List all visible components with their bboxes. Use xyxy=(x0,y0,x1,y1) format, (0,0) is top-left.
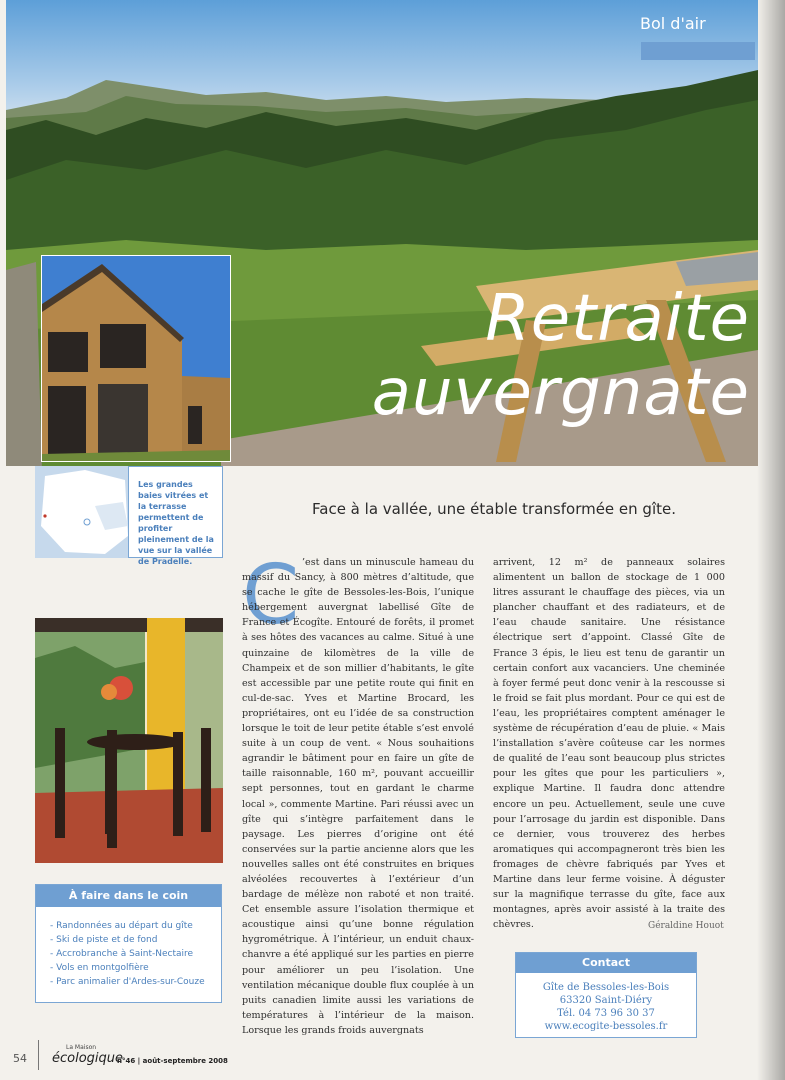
list-item: - Parc animalier d'Ardes-sur-Couze xyxy=(50,977,205,987)
section-bar xyxy=(641,42,755,60)
contact-line: Tél. 04 73 96 30 37 xyxy=(557,1008,655,1019)
contact-heading: Contact xyxy=(516,953,696,973)
article-title xyxy=(330,282,750,430)
page-number: 54 xyxy=(13,1052,27,1065)
magazine-brand: écologique xyxy=(52,1051,124,1066)
section-label: Bol d'air xyxy=(640,14,706,33)
list-item: - Ski de piste et de fond xyxy=(50,935,158,945)
contact-line: Gîte de Bessoles-les-Bois xyxy=(542,982,670,993)
article-subtitle: Face à la vallée, une étable transformée en gîte. xyxy=(312,500,676,518)
things-to-do-heading: À faire dans le coin xyxy=(36,885,221,907)
author-name: Géraldine Houot xyxy=(648,921,724,931)
photo-caption xyxy=(128,466,223,566)
article-text-1: ’est dans un minuscule hameau du massif du Sancy, à 800 mètres d’altitude, que se cache le gîte de Bessoles-les-Bois, l’unique hébergement auvergnat labellisé Gîte de France et Écogîte. Entouré de forêts, il promet à ses hôtes des vacances au calme. Situé à une quinzaine de kilomètres de la ville de Champeix et de son millier d’habitants, le gîte est accessible par une petite route qui finit en cul-de-sac. Yves et Martine Brocard, les propriétaires, ont eu l’idée de sa construction lorsque le toit de leur petite étable s’est envolé suite à un coup de vent. « Nous souhaitions agrandir le bâtiment pour en faire un gîte de taille raisonnable, 160 m², pouvant accueillir sept personnes, tout en gardant le charme local », commente Martine. Pari réussi avec un gîte qui s’intègre parfaitement dans le paysage. Les pierres d’origine ont été conservées sur la partie ancienne alors que les nouvelles salles ont été construites en briques alvéolées recouvertes à l’extérieur d’un bardage de mélèze non raboté et non traité. Cet ensemble assure l’isolation thermique et acoustique ainsi qu’une bonne régulation hygrométrique. À l’intérieur, un enduit chaux-chanvre a été appliqué sur les parties en pierre pour améliorer un peu l’isolation. Une ventilation mécanique double flux couplée à un puits canadien limite aussi les variations de températures à l’intérieur de la maison. Lorsque les grands froids auvergnats xyxy=(242,557,474,1036)
contact-box xyxy=(515,952,697,1038)
things-to-do-list xyxy=(36,919,221,989)
issue-info: n°46 | août-septembre 2008 xyxy=(117,1057,228,1065)
caption-text: Les grandes baies vitrées et la terrasse permettent de profiter pleinement de la vue sur la vallée de Pradelle. xyxy=(138,480,214,566)
magazine-brand-prefix: La Maison xyxy=(66,1044,97,1051)
page-edge-shadow xyxy=(757,0,785,1080)
list-item: - Vols en montgolfière xyxy=(50,963,149,973)
footer-divider xyxy=(38,1040,39,1070)
things-to-do-box xyxy=(35,884,222,1003)
drop-cap: C xyxy=(242,548,300,643)
article-column-2 xyxy=(493,555,725,932)
title-line-1: Retraite xyxy=(485,282,750,356)
list-item: - Accrobranche à Saint-Nectaire xyxy=(50,949,194,959)
contact-website-link[interactable]: www.ecogite-bessoles.fr xyxy=(544,1021,668,1032)
article-text-2: arrivent, 12 m² de panneaux solaires alimentent un ballon de stockage de 1 000 litres assurant le chauffage des pièces, via un plancher chauffant et des radiateurs, et de l’eau chaude sanitaire. Une résistance électrique sert d’appoint. Classé Gîte de France 3 épis, le lieu est tenu de garantir un certain confort aux vacanciers. Une cheminée à foyer fermé peut donc venir à la rescousse si le froid se fait plus mordant. Pour ce qui est de l’eau, les propriétaires comptent aménager le système de récupération d’eau de pluie. « Mais l’installation s’avère coûteuse car les normes de qualité de l’eau sont beaucoup plus strictes pour les gîtes que pour les particuliers », explique Martine. Il faudra donc attendre encore un peu. Actuellement, seule une cuve pour l’arrosage du jardin est disponible. Dans ce dernier, vous trouverez des herbes aromatiques qui accompagneront très bien les fromages de chèvre fabriqués par Yves et Martine dans leur ferme voisine. À déguster sur la magnifique terrasse du gîte, face aux montagnes, après avoir assisté à la traite des chèvres. xyxy=(493,557,725,931)
list-item: - Randonnées au départ du gîte xyxy=(50,921,193,931)
house-illustration xyxy=(42,256,230,461)
interior-photo xyxy=(35,618,223,863)
location-map xyxy=(35,466,128,558)
house-photo xyxy=(41,255,231,462)
title-line-2: auvergnate xyxy=(371,356,750,430)
contact-line: 63320 Saint-Diéry xyxy=(559,995,653,1006)
interior-illustration xyxy=(35,618,223,863)
article-column-1 xyxy=(242,548,474,1038)
france-map-illustration xyxy=(35,466,128,558)
